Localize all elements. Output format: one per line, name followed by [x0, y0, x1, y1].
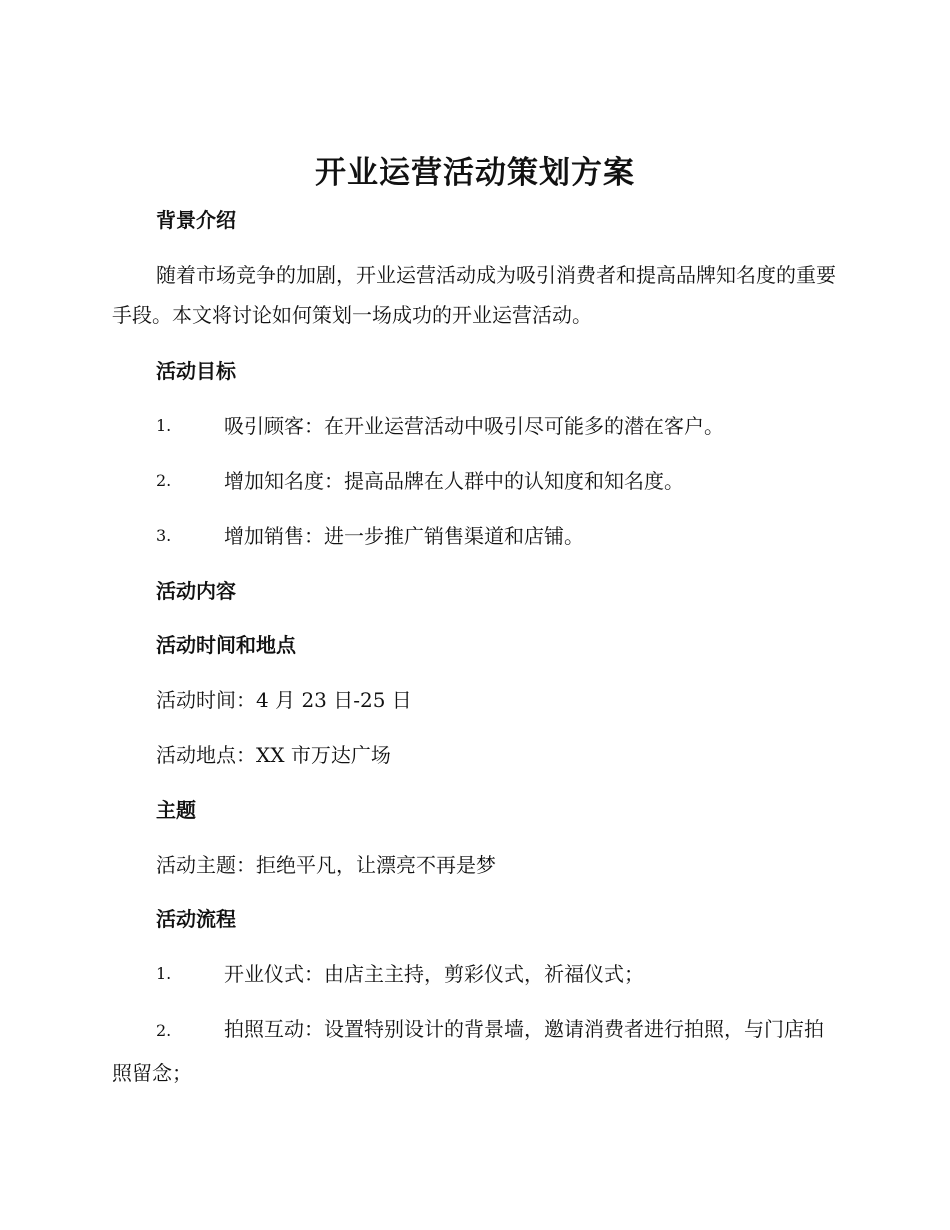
goal-item-2-number: 2.	[156, 471, 172, 490]
process-item-2	[112, 1008, 842, 1095]
process-item-1-number: 1.	[156, 964, 172, 983]
paragraph-background-text: 随着市场竞争的加剧，开业运营活动成为吸引消费者和提高品牌知名度的重要手段。本文将讨论如何策划一场成功的开业运营活动。	[112, 263, 836, 327]
heading-theme: 主题	[156, 798, 196, 822]
goal-item-1-number: 1.	[156, 416, 172, 435]
goal-item-3-number: 3.	[156, 526, 172, 545]
activity-time: 活动时间：4 月 23 日-25 日	[156, 688, 412, 712]
heading-process: 活动流程	[156, 907, 236, 931]
goal-item-2-text: 增加知名度：提高品牌在人群中的认知度和知名度。	[224, 469, 684, 493]
process-item-2-text: 拍照互动：设置特别设计的背景墙，邀请消费者进行拍照，与门店拍照留念；	[112, 1017, 824, 1085]
goal-item-1-text: 吸引顾客：在开业运营活动中吸引尽可能多的潜在客户。	[224, 414, 724, 438]
heading-goals: 活动目标	[156, 359, 236, 383]
activity-theme: 活动主题：拒绝平凡，让漂亮不再是梦	[156, 853, 496, 877]
heading-background: 背景介绍	[156, 208, 236, 232]
process-item-2-number: 2.	[156, 1021, 172, 1040]
goal-item-3-text: 增加销售：进一步推广销售渠道和店铺。	[224, 524, 584, 548]
process-item-1-text: 开业仪式：由店主主持，剪彩仪式，祈福仪式；	[224, 962, 644, 986]
paragraph-background	[112, 255, 842, 335]
activity-place: 活动地点：XX 市万达广场	[156, 743, 391, 767]
document-title: 开业运营活动策划方案	[315, 155, 635, 191]
heading-content: 活动内容	[156, 579, 236, 603]
heading-time-place: 活动时间和地点	[156, 633, 296, 657]
